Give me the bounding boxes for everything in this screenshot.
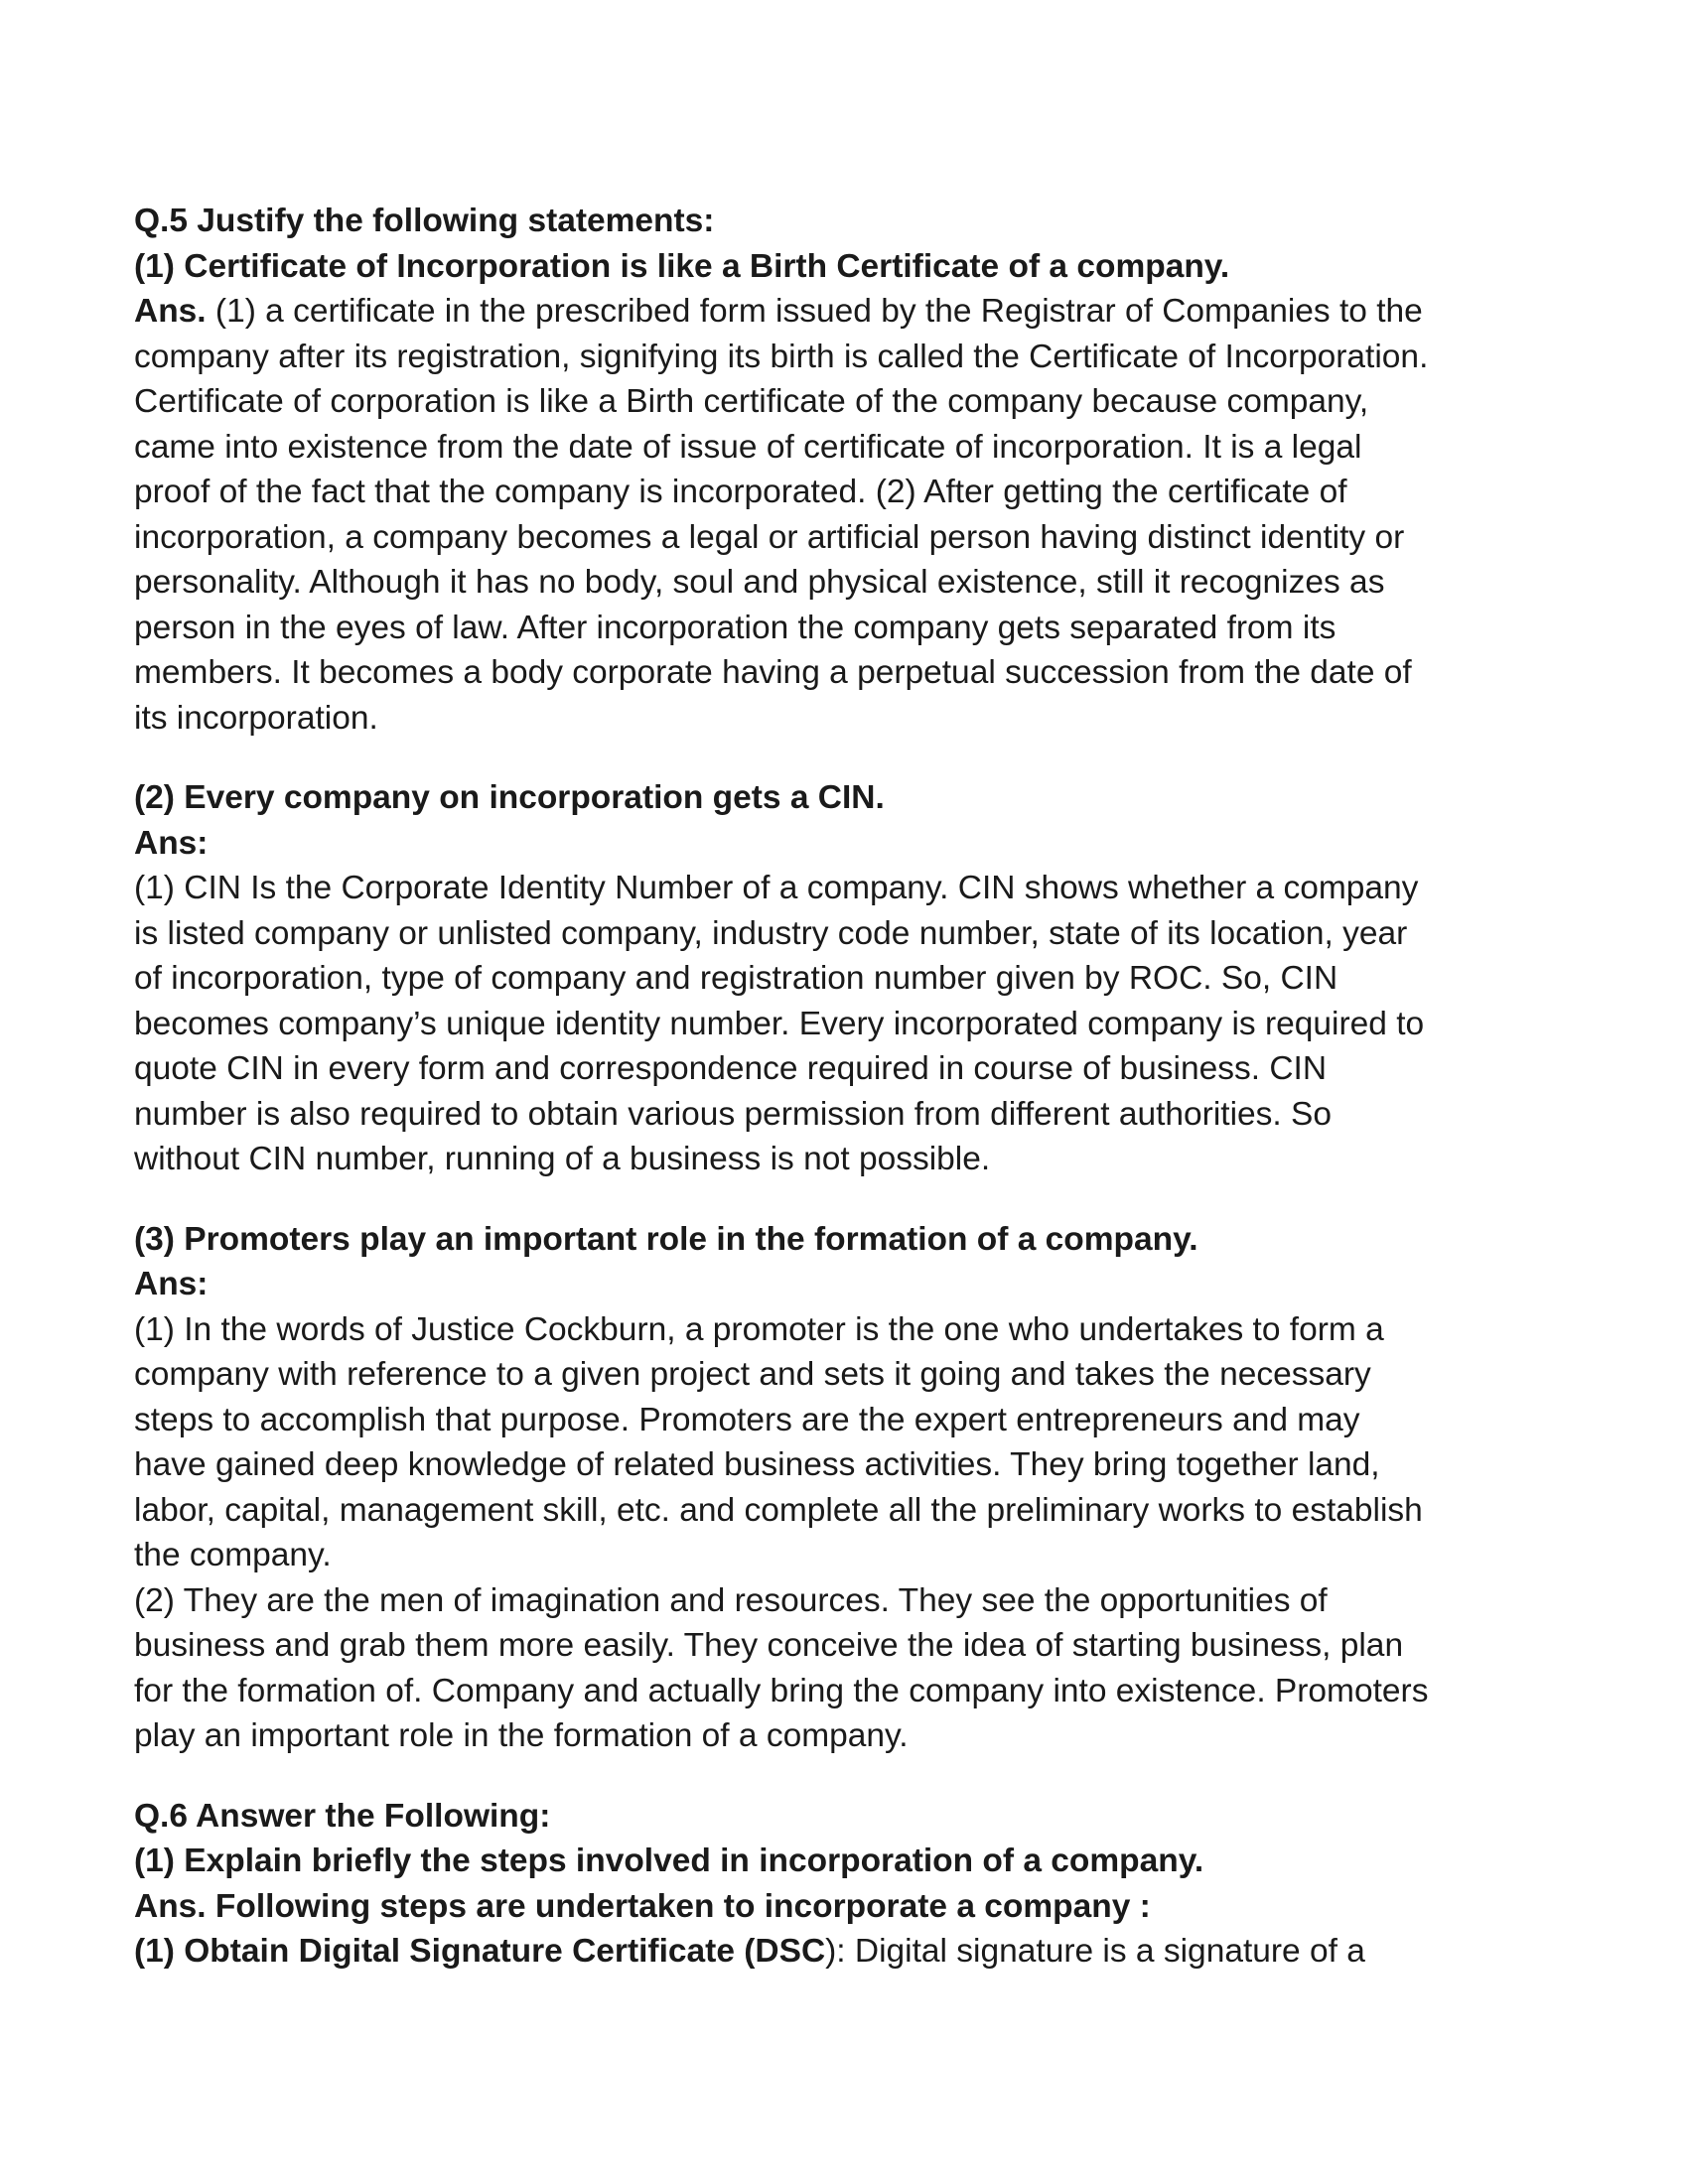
answer-label: Ans:	[134, 824, 209, 862]
q5-answer-2-line: of incorporation, type of company and registration number given by ROC. So, CIN	[134, 960, 1338, 997]
answer-label: Ans.	[134, 293, 207, 330]
q5-answer-3-line: labor, capital, management skill, etc. and complete all the preliminary works to establish	[134, 1491, 1423, 1529]
paragraph-spacer	[134, 1182, 1559, 1217]
q5-statement-2-title: (2) Every company on incorporation gets a CIN.	[134, 779, 885, 816]
q5-heading: Q.5 Justify the following statements:	[134, 203, 715, 239]
step-1-title: (1) Obtain Digital Signature Certificate (DSC	[134, 1933, 826, 1970]
q6-heading: Q.6 Answer the Following:	[134, 1797, 551, 1835]
q5-answer-1-line: Certificate of corporation is like a Birth certificate of the company because company,	[134, 383, 1369, 420]
q5-answer-1-line: company after its registration, signifying its birth is called the Certificate of Incorporation.	[134, 338, 1429, 375]
q5-answer-3-line: steps to accomplish that purpose. Promoters are the expert entrepreneurs and may	[134, 1401, 1360, 1438]
q6-question-1-title: (1) Explain briefly the steps involved in incorporation of a company.	[134, 1843, 1204, 1879]
answer-text: (1) a certificate in the prescribed form issued by the Registrar of Companies to the	[206, 293, 1423, 330]
q5-answer-3-line: business and grab them more easily. They conceive the idea of starting business, plan	[134, 1627, 1404, 1664]
q5-answer-3-line: (2) They are the men of imagination and resources. They see the opportunities of	[134, 1581, 1328, 1619]
q5-answer-2-line: without CIN number, running of a business is not possible.	[134, 1141, 991, 1177]
q5-statement-3-title: (3) Promoters play an important role in the formation of a company.	[134, 1220, 1198, 1258]
q5-answer-1-line: proof of the fact that the company is incorporated. (2) After getting the certificate of	[134, 474, 1347, 510]
q6-step-1-line	[134, 1929, 1559, 1975]
q5-answer-3-line: the company.	[134, 1537, 332, 1573]
q5-answer-3-line: play an important role in the formation of a company.	[134, 1717, 909, 1754]
q5-answer-3-line: have gained deep knowledge of related business activities. They bring together land,	[134, 1446, 1380, 1483]
q5-answer-2-line: (1) CIN Is the Corporate Identity Number of a company. CIN shows whether a company	[134, 870, 1419, 906]
q5-answer-1-line: incorporation, a company becomes a legal or artificial person having distinct identity or	[134, 518, 1405, 556]
q6-answer-intro: Ans. Following steps are undertaken to incorporate a company :	[134, 1887, 1151, 1925]
q5-answer-1-line	[134, 289, 1559, 335]
q5-answer-1-line: personality. Although it has no body, soul and physical existence, still it recognizes as	[134, 564, 1385, 601]
q5-answer-2-line: number is also required to obtain various permission from different authorities. So	[134, 1095, 1332, 1133]
q5-answer-2-line: becomes company’s unique identity number. Every incorporated company is required to	[134, 1005, 1425, 1042]
q5-answer-2-line: quote CIN in every form and correspondence required in course of business. CIN	[134, 1050, 1328, 1087]
q5-answer-3-line: company with reference to a given project and sets it going and takes the necessary	[134, 1356, 1371, 1393]
step-1-text: ): Digital signature is a signature of a	[825, 1933, 1365, 1970]
q5-answer-1-line: came into existence from the date of issue of certificate of incorporation. It is a legal	[134, 428, 1362, 466]
q5-answer-2-line: is listed company or unlisted company, industry code number, state of its location, year	[134, 914, 1408, 952]
paragraph-spacer	[134, 741, 1559, 775]
q5-answer-1-line: members. It becomes a body corporate having a perpetual succession from the date of	[134, 654, 1412, 691]
q5-answer-1-line: its incorporation.	[134, 699, 378, 737]
paragraph-spacer	[134, 1759, 1559, 1794]
q5-statement-1-title: (1) Certificate of Incorporation is like a Birth Certificate of a company.	[134, 247, 1230, 285]
q5-answer-1-line: person in the eyes of law. After incorporation the company gets separated from its	[134, 609, 1336, 646]
answer-label: Ans:	[134, 1266, 209, 1302]
q5-answer-3-line: for the formation of. Company and actually bring the company into existence. Promoters	[134, 1672, 1429, 1709]
q5-answer-3-line: (1) In the words of Justice Cockburn, a promoter is the one who undertakes to form a	[134, 1310, 1384, 1348]
